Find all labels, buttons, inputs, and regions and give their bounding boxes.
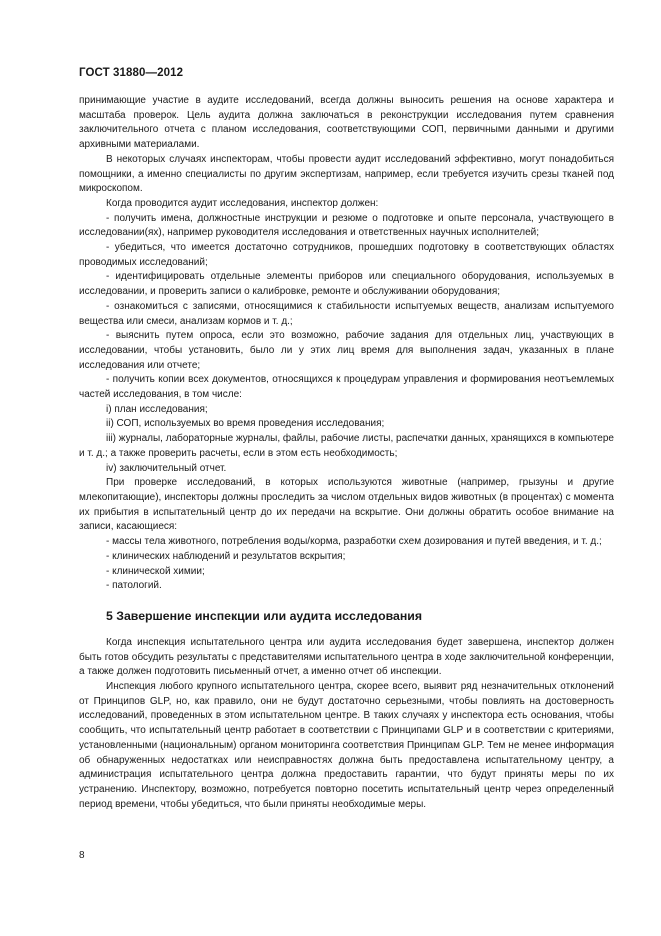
paragraph-assistants: В некоторых случаях инспекторам, чтобы провести аудит исследований эффективно, могут понадобиться помощники, а именно специалисты по другим экспертизам, например, если требуется изучить срезы тканей под микроскопом.	[79, 153, 614, 195]
roman-list-item: ii) СОП, используемых во время проведения исследования;	[106, 418, 385, 430]
list-item: - убедиться, что имеется достаточно сотрудников, прошедших подготовку в соответствующих областях проводимых исследований;	[79, 242, 614, 268]
roman-list-item: i) план исследования;	[106, 403, 208, 415]
list-item: - получить имена, должностные инструкции и резюме о подготовке и опыте персонала, участвующего в исследовании(ях), например руководителя исследования и ответственных научных исполнителей;	[79, 212, 614, 239]
section-title: 5 Завершение инспекции или аудита исследования	[106, 608, 423, 623]
list-item: - патологий.	[106, 580, 162, 592]
list-item: - получить копии всех документов, относящихся к процедурам управления и формирования неотъемлемых частей исследования, в том числе:	[79, 374, 614, 401]
list-item: - клинической химии;	[106, 565, 205, 577]
paragraph-completion: Когда инспекция испытательного центра или аудита исследования будет завершена, инспектор должен быть готов обсудить результаты с представителями испытательного центра в ходе заключительной конференции, а также должен подготовить письменный отчет, а именно отчет об инспекции.	[79, 636, 614, 678]
list-item: - клинических наблюдений и результатов вскрытия;	[106, 550, 346, 562]
list-item: - ознакомиться с записями, относящимися к стабильности испытуемых веществ, анализам испытуемого вещества или смеси, анализам кормов и т. д.;	[79, 300, 614, 327]
list-item: - массы тела животного, потребления воды/корма, разработки схем дозирования и путей введения, и т. д.;	[106, 536, 602, 548]
list-item: - идентифицировать отдельные элементы приборов или специального оборудования, используемых в исследовании, и проверить записи о калибровке, ремонте и обслуживании оборудования;	[79, 271, 614, 298]
list-item: - выяснить путем опроса, если это возможно, рабочие задания для отдельных лиц, участвующих в исследовании, чтобы установить, было ли у этих лиц время для выполнения задач, указанных в плане исследования или отчете;	[79, 330, 614, 371]
page-content	[79, 94, 614, 812]
standard-header: ГОСТ 31880—2012	[79, 67, 184, 79]
paragraph-audit-intro: Когда проводится аудит исследования, инспектор должен:	[106, 197, 379, 209]
paragraph-continuation: принимающие участие в аудите исследований, всегда должны выносить решения на основе характера и масштаба проверок. Цель аудита должна заключаться в реконструкции исследования путем сравнения заключительного отчета с планом исследования, соответствующими СОП, первичными данными и другими архивными материалами.	[79, 95, 614, 151]
paragraph-animals: При проверке исследований, в которых используются животные (например, грызуны и другие млекопитающие), инспекторы должны проследить за числом отдельных видов животных (в процентах) с момента их прибытия в испытательный центр до их передачи на вскрытие. Они должны обратить особое внимание на записи, касающиеся:	[79, 477, 614, 533]
paragraph-deviations: Инспекция любого крупного испытательного центра, скорее всего, выявит ряд незначительных отклонений от Принципов GLP, но, как правило, они не будут достаточно серьезными, чтобы повлиять на достоверность исследований, проведенных в этом испытательном центре. В таких случаях у инспектора есть основания, чтобы сообщить, что испытательный центр работает в соответствии с Принципами GLP и в соответствии с критериями, установленными (национальным) органом мониторинга соответствия Принципам GLP. Тем не менее информация об обнаруженных недостатках или неисправностях должна быть предоставлена испытательному центру, а администрация испытательного центра должна предоставить гарантии, что будут приняты меры по их устранению. Инспектору, возможно, потребуется повторно посетить испытательный центр через определенный период времени, чтобы убедиться, что были приняты необходимые меры.	[79, 681, 614, 810]
roman-list-item: iii) журналы, лабораторные журналы, файлы, рабочие листы, распечатки данных, хранящихся в компьютере и т. д.; а также проверить расчеты, если в этом есть необходимость;	[79, 433, 614, 459]
roman-list-item: iv) заключительный отчет.	[106, 462, 227, 474]
page-number: 8	[79, 850, 85, 861]
